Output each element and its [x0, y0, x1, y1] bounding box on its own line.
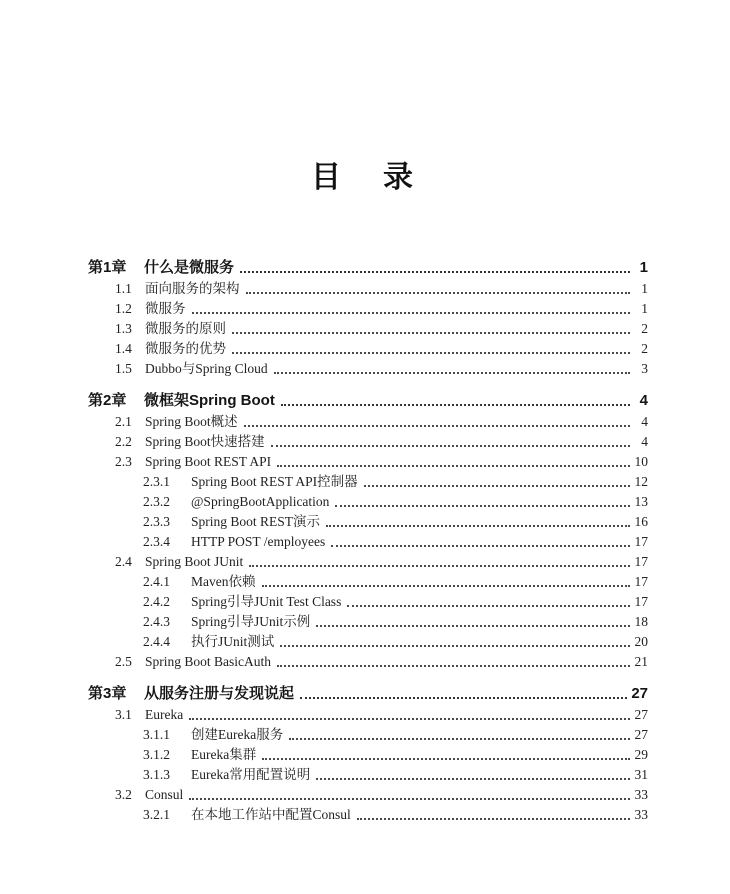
dot-leader [280, 645, 630, 647]
dot-leader [347, 605, 630, 607]
entry-title: Consul [145, 787, 184, 802]
toc-entry-row [88, 784, 648, 804]
entry-number: 2.3.1 [143, 474, 170, 489]
toc-entry-row [88, 491, 648, 511]
entry-number: 2.3.3 [143, 514, 170, 529]
toc-entry-row [88, 551, 648, 571]
toc-chapter-row [88, 682, 648, 704]
entry-number: 2.3 [115, 454, 132, 469]
dot-leader [262, 758, 630, 760]
entry-title: 微服务的优势 [145, 341, 226, 356]
page-title: 目 录 [311, 161, 419, 194]
entry-title: 创建Eureka服务 [191, 727, 284, 742]
entry-page: 10 [634, 454, 648, 469]
toc-entry-row [88, 764, 648, 784]
entry-number: 3.2 [115, 787, 132, 802]
entry-title: Spring Boot REST演示 [191, 514, 321, 529]
entry-title: 在本地工作站中配置Consul [191, 807, 351, 822]
entry-number: 2.4.2 [143, 594, 170, 609]
entry-number: 2.4.3 [143, 614, 170, 629]
toc-entry-row [88, 511, 648, 531]
entry-page: 3 [641, 361, 648, 376]
entry-title: 微服务 [145, 301, 186, 316]
entry-page: 20 [634, 634, 648, 649]
dot-leader [244, 425, 630, 427]
entry-number: 1.1 [115, 281, 132, 296]
entry-page: 21 [634, 654, 648, 669]
dot-leader [300, 697, 627, 699]
entry-title: Spring Boot JUnit [145, 554, 244, 569]
entry-title: 面向服务的架构 [145, 281, 240, 296]
dot-leader [277, 465, 630, 467]
entry-number: 2.1 [115, 414, 132, 429]
toc-entry-row [88, 804, 648, 824]
entry-number: 1.4 [115, 341, 132, 356]
entry-number: 3.1.3 [143, 767, 170, 782]
dot-leader [335, 505, 630, 507]
entry-number: 2.2 [115, 434, 132, 449]
entry-page: 18 [634, 614, 648, 629]
dot-leader [331, 545, 630, 547]
entry-page: 27 [634, 707, 648, 722]
entry-page: 33 [634, 787, 648, 802]
toc-entry-row [88, 704, 648, 724]
toc-entry-row [88, 611, 648, 631]
entry-title: HTTP POST /employees [191, 534, 326, 549]
dot-leader [281, 404, 630, 406]
entry-number: 2.4.4 [143, 634, 170, 649]
dot-leader [232, 332, 630, 334]
dot-leader [357, 818, 630, 820]
dot-leader [289, 738, 630, 740]
dot-leader [240, 271, 630, 273]
entry-number: 1.3 [115, 321, 132, 336]
entry-title: Spring Boot REST API [145, 454, 272, 469]
entry-number: 2.4.1 [143, 574, 170, 589]
dot-leader [316, 778, 630, 780]
dot-leader [189, 798, 630, 800]
entry-number: 2.3.4 [143, 534, 170, 549]
entry-title: 从服务注册与发现说起 [144, 685, 295, 702]
entry-title: Spring Boot概述 [145, 414, 238, 429]
entry-title: Spring引导JUnit示例 [191, 614, 311, 629]
toc-entry-row [88, 471, 648, 491]
entry-title: 微服务的原则 [145, 321, 226, 336]
entry-number: 第2章 [88, 392, 127, 409]
toc-entry-row [88, 744, 648, 764]
entry-title: 什么是微服务 [144, 259, 235, 276]
entry-number: 1.5 [115, 361, 132, 376]
toc-entry-row [88, 531, 648, 551]
entry-page: 17 [634, 594, 648, 609]
entry-page: 4 [641, 414, 648, 429]
toc-entry-row [88, 651, 648, 671]
dot-leader [249, 565, 630, 567]
entry-page: 17 [634, 554, 648, 569]
toc-list [88, 256, 648, 824]
entry-title: Maven依赖 [191, 574, 256, 589]
dot-leader [364, 485, 630, 487]
entry-number: 3.2.1 [143, 807, 170, 822]
entry-title: Eureka [145, 707, 184, 722]
entry-number: 3.1.1 [143, 727, 170, 742]
entry-title: 微框架Spring Boot [144, 392, 275, 409]
entry-page: 31 [634, 767, 648, 782]
dot-leader [277, 665, 630, 667]
dot-leader [316, 625, 630, 627]
entry-page: 4 [639, 392, 648, 409]
entry-title: Eureka常用配置说明 [191, 767, 311, 782]
entry-page: 17 [634, 534, 648, 549]
entry-number: 2.4 [115, 554, 132, 569]
dot-leader [271, 445, 630, 447]
entry-page: 1 [639, 259, 648, 276]
entry-title: Spring Boot REST API控制器 [191, 474, 358, 489]
toc-entry-row [88, 631, 648, 651]
entry-number: 1.2 [115, 301, 132, 316]
toc-chapter-row [88, 256, 648, 278]
toc-chapter-row [88, 389, 648, 411]
toc-entry-row [88, 358, 648, 378]
entry-page: 27 [634, 727, 648, 742]
toc-entry-row [88, 431, 648, 451]
entry-title: Dubbo与Spring Cloud [145, 361, 268, 376]
toc-entry-row [88, 411, 648, 431]
entry-page: 16 [634, 514, 648, 529]
toc-entry-row [88, 298, 648, 318]
entry-number: 3.1 [115, 707, 132, 722]
entry-number: 2.5 [115, 654, 132, 669]
dot-leader [189, 718, 630, 720]
entry-page: 2 [641, 341, 648, 356]
entry-title: Spring Boot快速搭建 [145, 434, 265, 449]
dot-leader [192, 312, 631, 314]
entry-page: 4 [641, 434, 648, 449]
entry-page: 2 [641, 321, 648, 336]
toc-entry-row [88, 338, 648, 358]
entry-number: 2.3.2 [143, 494, 170, 509]
toc-entry-row [88, 451, 648, 471]
dot-leader [232, 352, 630, 354]
dot-leader [262, 585, 631, 587]
entry-title: Spring引导JUnit Test Class [191, 594, 342, 609]
entry-page: 12 [634, 474, 648, 489]
entry-page: 33 [634, 807, 648, 822]
entry-title: Spring Boot BasicAuth [145, 654, 272, 669]
entry-page: 29 [634, 747, 648, 762]
entry-page: 1 [641, 301, 648, 316]
entry-page: 13 [634, 494, 648, 509]
entry-number: 3.1.2 [143, 747, 170, 762]
dot-leader [326, 525, 630, 527]
entry-page: 1 [641, 281, 648, 296]
entry-number: 第1章 [88, 259, 127, 276]
entry-title: Eureka集群 [191, 747, 257, 762]
toc-entry-row [88, 318, 648, 338]
entry-page: 17 [634, 574, 648, 589]
toc-entry-row [88, 278, 648, 298]
toc-entry-row [88, 571, 648, 591]
toc-entry-row [88, 591, 648, 611]
dot-leader [274, 372, 630, 374]
entry-page: 27 [631, 685, 648, 702]
entry-number: 第3章 [88, 685, 127, 702]
entry-title: @SpringBootApplication [191, 494, 330, 509]
toc-entry-row [88, 724, 648, 744]
dot-leader [246, 292, 631, 294]
entry-title: 执行JUnit测试 [191, 634, 275, 649]
